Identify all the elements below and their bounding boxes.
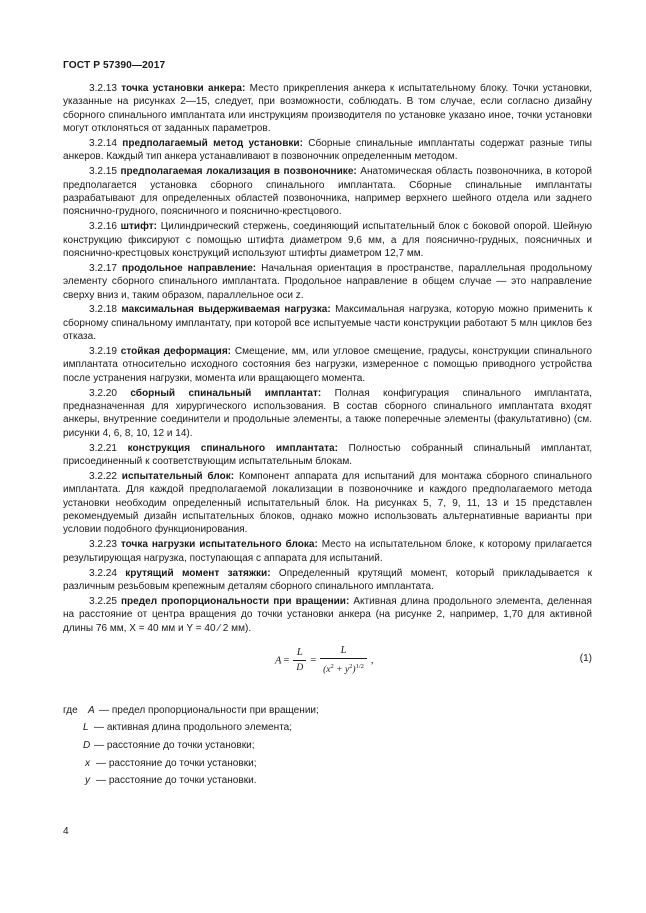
clause-number: 3.2.25 (89, 595, 117, 607)
clause-number: 3.2.22 (89, 470, 117, 482)
clause-number: 3.2.14 (89, 137, 117, 149)
clause-number: 3.2.24 (89, 567, 117, 579)
fraction-l-over-radius (320, 644, 367, 678)
definition-paragraph (63, 137, 592, 164)
formula-lhs: A (275, 655, 282, 667)
legend-symbol: x (85, 757, 91, 769)
definition-paragraph (63, 262, 592, 302)
page-number: 4 (63, 826, 69, 837)
variable-legend (63, 702, 592, 790)
definition-text: Цилиндрический стержень, соединяющий испытательный блок с боковой опорой. Шейную конструкцию фиксируют с помощью штифта диаметром 9,6 мм, а для пояснично-грудных, поясничных и пояснично-крестцовых конструкций используют штифты диаметром 12,7 мм. (63, 221, 592, 259)
definition-text: Компонент аппарата для испытаний для монтажа сборного спинального имплантата. Для каждой предполагаемой локализации в позвоночнике и каждого предполагаемого метода установки необходим определенный испытательный блок. На рисунках 5, 7, 9, 11, 13 и 15 представлен рекомендуемый дизайн испытательных блоков, однако можно использовать альтернативные варианты при условии подобного функционирования. (63, 470, 592, 536)
defined-term: точка нагрузки испытательного блока: (120, 539, 318, 551)
clause-number: 3.2.23 (89, 539, 117, 551)
defined-term: точка установки анкера: (121, 83, 246, 94)
defined-term: сборный спинальный имплантат: (130, 387, 322, 399)
definition-paragraph (63, 387, 592, 440)
legend-symbol: y (85, 775, 91, 787)
defined-term: стойкая деформация: (120, 346, 232, 358)
definition-text: Место прикрепления анкера к испытательному блоку. Точки установки, указанные на рисунках 2—15, следует, при возможности, соблюдать. В том случае, если согласно дизайну сборного спинального имплантата или инструкциям производителя по установке указано иное, точки установки могут отклоняться от заданных параметров. (63, 83, 593, 135)
fraction-numerator: L (293, 646, 306, 661)
definition-text: Анатомическая область позвоночника, в которой предполагается установка сборного спинального имплантата. Сборные спинальные имплантаты разрабатывают для определенных областей позвоночника, например верхнего шейного отдела или заднего пояснично-грудного, поясничного и пояснично-крестцового. (63, 166, 593, 218)
document-body (63, 82, 592, 790)
definition-text: Определенный крутящий момент, который прикладывается к различным резьбовым крепежным деталям сборного спинального имплантата. (63, 567, 593, 592)
legend-description: — расстояние до точки установки. (96, 775, 257, 787)
defined-term: продольное направление: (121, 262, 257, 274)
legend-row (63, 737, 592, 755)
definition-paragraph (63, 165, 592, 218)
clause-number: 3.2.21 (89, 442, 117, 454)
clause-number: 3.2.19 (89, 346, 117, 358)
legend-description: — расстояние до точки установки; (96, 757, 257, 769)
clause-number: 3.2.17 (89, 262, 117, 274)
defined-term: предполагаемый метод установки: (122, 137, 303, 149)
definition-paragraph (63, 595, 592, 635)
legend-description: — расстояние до точки установки; (94, 740, 255, 752)
formula-block (63, 640, 592, 690)
clause-number: 3.2.18 (89, 304, 117, 316)
defined-term: конструкция спинального имплантата: (127, 442, 338, 454)
legend-row (63, 755, 592, 773)
clause-number: 3.2.15 (89, 166, 117, 178)
legend-symbol: L (83, 722, 89, 734)
definition-paragraph (63, 470, 592, 537)
equation-number: (1) (579, 652, 592, 664)
definition-text: Начальная ориентация в пространстве, параллельная продольному элементу сборного спинального имплантата. Продольное направление в общем случае — это направление сверху вниз и, таким образом, параллельное оси z. (63, 262, 592, 301)
defined-term: испытательный блок: (121, 470, 235, 482)
definition-paragraph (63, 303, 592, 343)
legend-row (63, 702, 592, 720)
defined-term: предполагаемая локализация в позвоночнике: (120, 166, 357, 178)
formula-1: A = $\frac{L}{D}$ = $\frac{L}{(x^2 + y^2)^{1/2}}$ , (275, 644, 376, 678)
legend-symbol: A (88, 704, 95, 716)
fraction-denominator: D (296, 663, 304, 674)
definition-paragraph (63, 220, 592, 260)
legend-description: — активная длина продольного элемента; (94, 722, 293, 734)
definition-text: Смещение, мм, или угловое смещение, градусы, конструкции спинального имплантата относительно исходного состояния без нагрузки, измеренное с помощью приводного устройства после устранения нагрузки, момента или вращающего момента. (63, 346, 593, 384)
definition-paragraph (63, 345, 592, 385)
definition-text: Максимальная нагрузка, которую можно применить к сборному спинальному имплантату, при которой все испытуемые части конструкции работают 5 млн циклов без отказа. (63, 304, 592, 343)
definition-paragraph (63, 567, 592, 594)
legend-lead-word: где (63, 704, 78, 716)
definition-text: Полностью собранный спинальный имплантат, присоединенный к соответствующим испытательным блокам. (63, 442, 593, 468)
definitions-list (63, 82, 592, 635)
definition-paragraph (63, 442, 592, 469)
fraction-l-over-d (293, 646, 306, 676)
definition-text: Место на испытательном блоке, к которому прилагается результирующая нагрузка, поступающая с аппарата для испытаний. (63, 539, 592, 564)
fraction-numerator: L (320, 644, 367, 659)
definition-text: Активная длина продольного элемента, деленная на расстояние от центра вращения до точки установки анкера (на рисунке 2, например, 1,70 для активной длины 76 мм, X = 40 мм и Y = 40 ⁄ 2 мм). (63, 595, 592, 634)
defined-term: максимальная выдерживаемая нагрузка: (121, 304, 331, 316)
legend-symbol: D (83, 740, 91, 752)
defined-term: предел пропорциональности при вращении: (120, 595, 350, 607)
definition-paragraph (63, 82, 592, 135)
definition-text: Сборные спинальные имплантаты содержат разные типы анкеров. Каждый тип анкера устанавливают в позвоночник определенным методом. (63, 137, 593, 163)
document-code: ГОСТ Р 57390—2017 (63, 60, 166, 71)
clause-number: 3.2.16 (89, 221, 117, 233)
definition-paragraph (63, 538, 592, 565)
definition-text: Полная конфигурация спинального имплантата, предназначенная для хирургического использования. В состав сборного спинального имплантата входят анкеры, внутренние соединители и продольные элементы, а также поперечные элементы (факультативно) (см. рисунки 4, 6, 8, 10, 12 и 14). (63, 387, 593, 439)
clause-number: 3.2.13 (89, 83, 117, 94)
fraction-denominator: $(x^2 + y^2)^{1/2}$ (323, 663, 364, 676)
defined-term: штифт: (120, 221, 158, 233)
legend-row (63, 772, 592, 790)
clause-number: 3.2.20 (89, 387, 117, 399)
legend-description: — предел пропорциональности при вращении; (99, 704, 319, 716)
defined-term: крутящий момент затяжки: (125, 567, 271, 579)
legend-row (63, 719, 592, 737)
